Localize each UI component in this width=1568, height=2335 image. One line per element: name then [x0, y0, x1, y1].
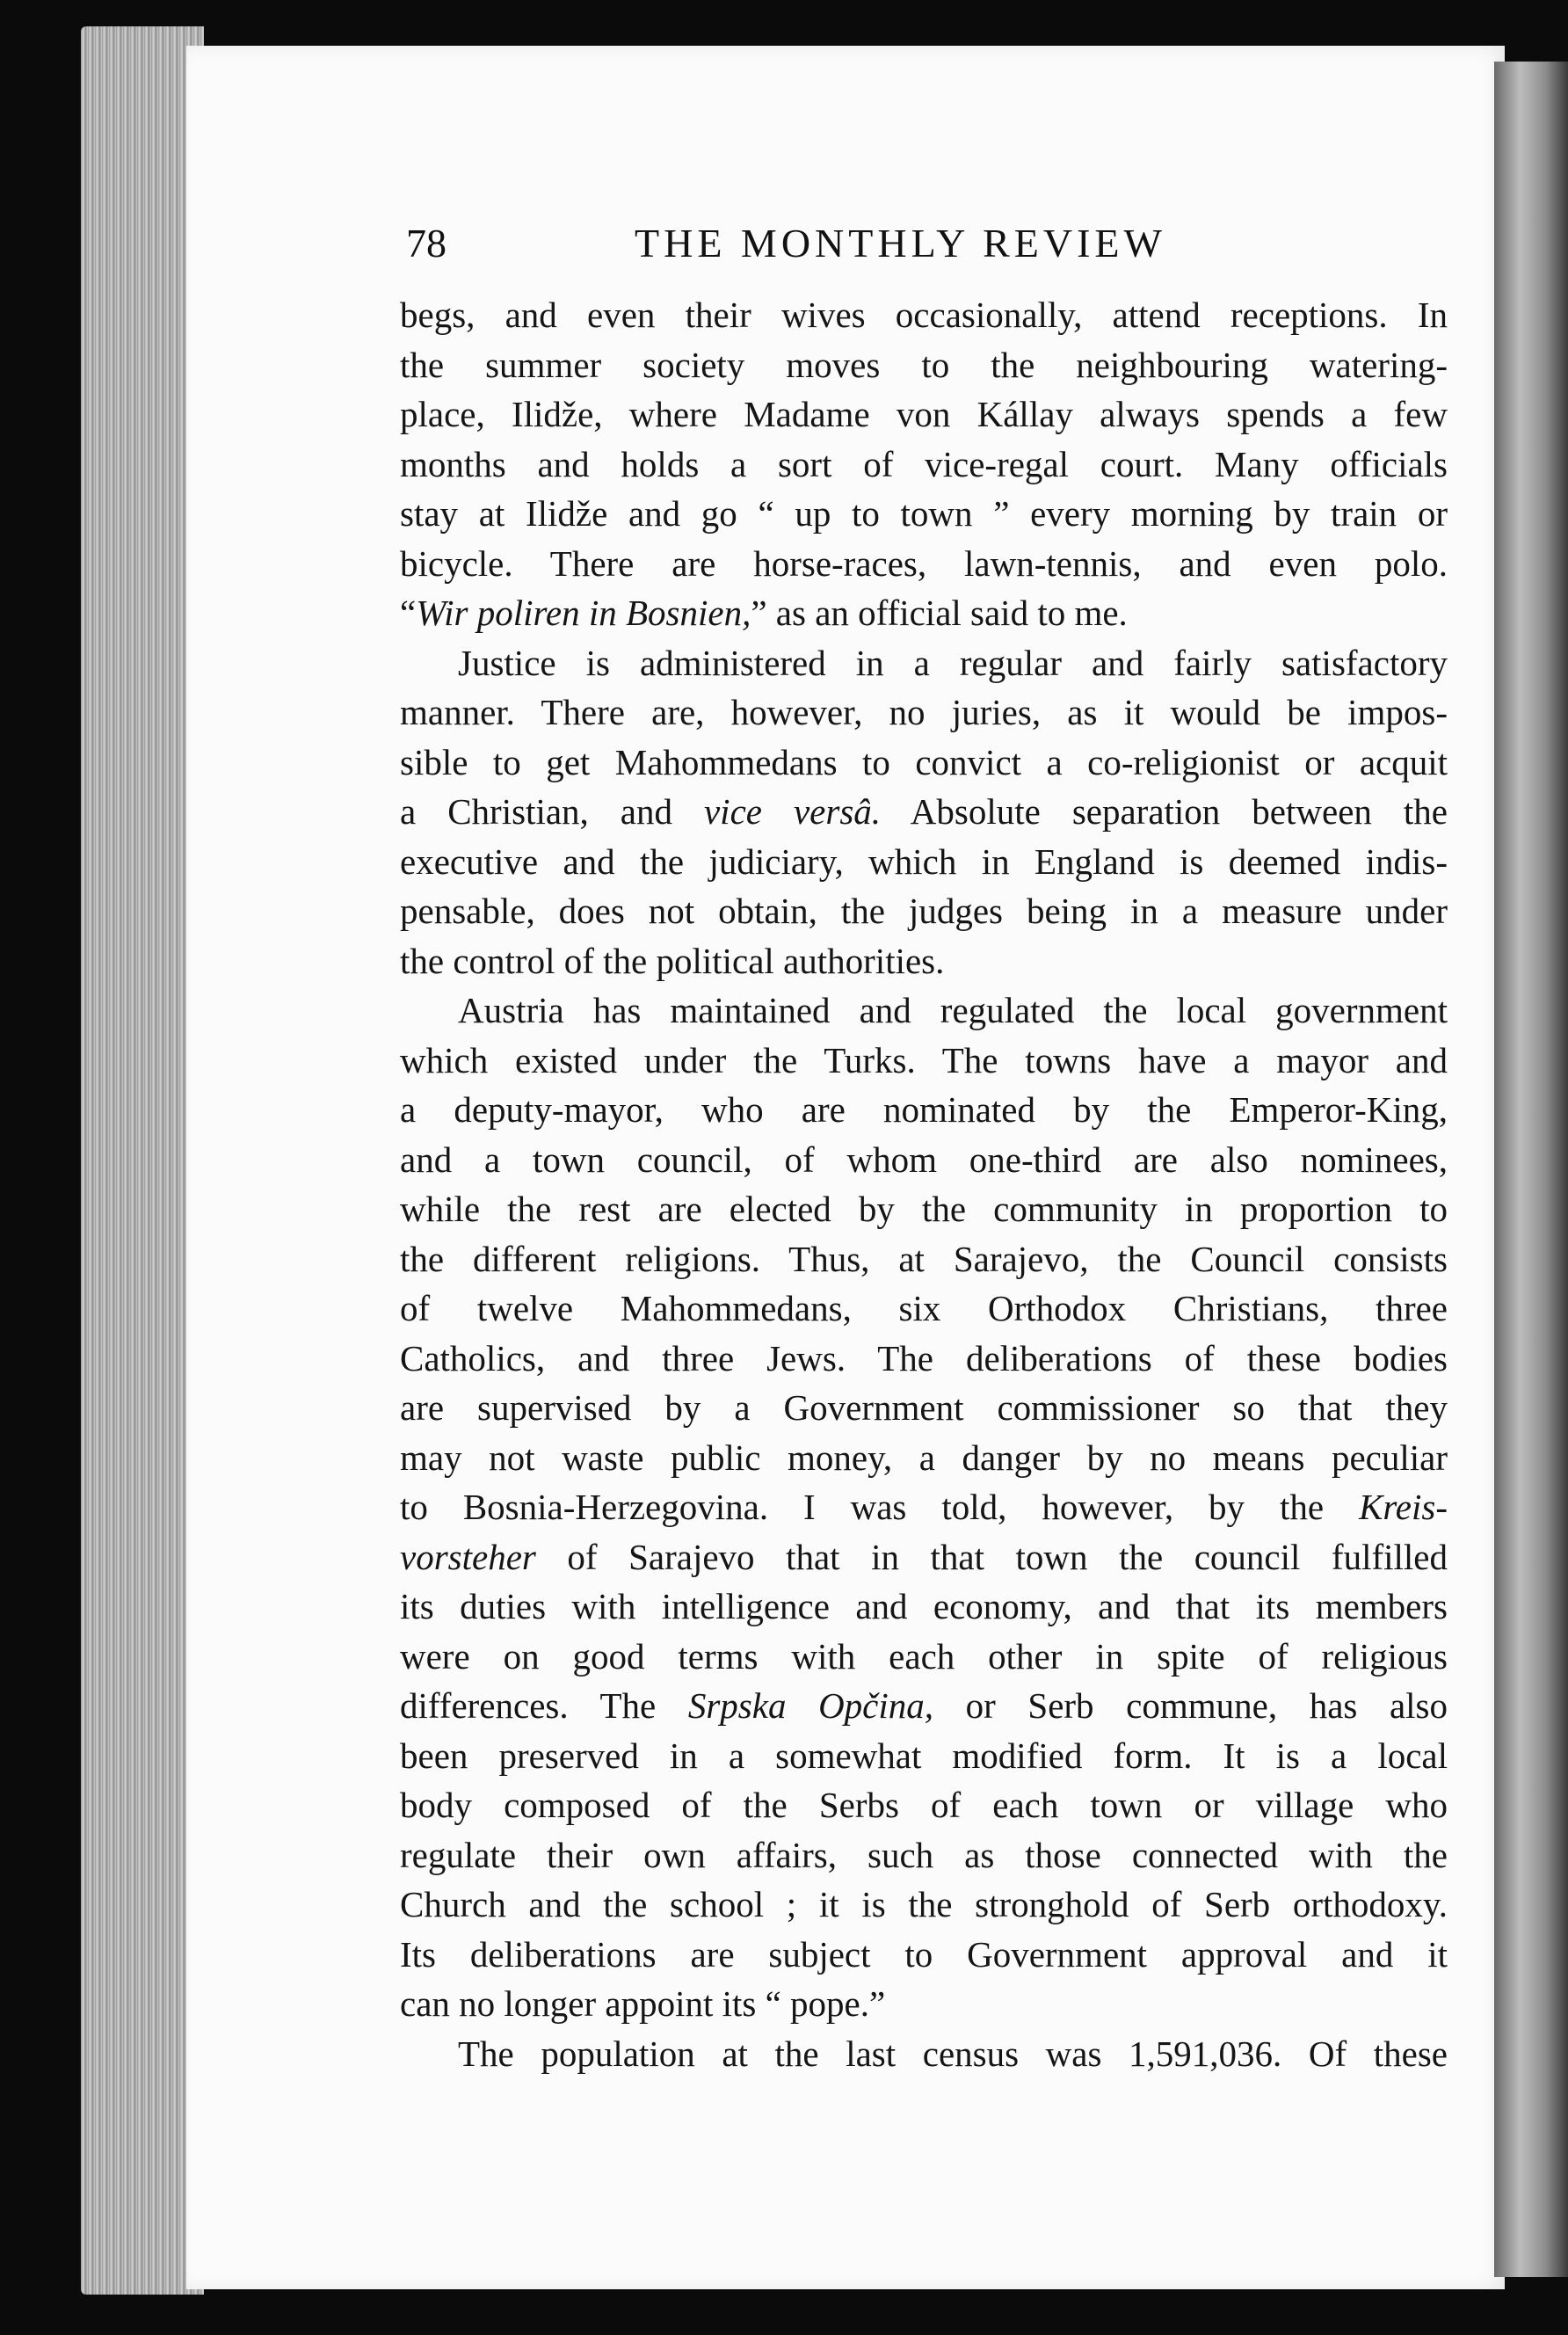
- text-line: of twelve Mahommedans, six Orthodox Christians, three: [400, 1288, 1448, 1328]
- text-line: been preserved in a somewhat modified form. It is a local: [400, 1735, 1448, 1776]
- text-line: may not waste public money, a danger by no means peculiar: [400, 1437, 1448, 1478]
- paragraph-3: [400, 986, 1448, 2029]
- text-line: manner. There are, however, no juries, as it would be impos-: [400, 692, 1448, 732]
- text-line: place, Ilidže, where Madame von Kállay always spends a few: [400, 394, 1448, 434]
- text-line: regulate their own affairs, such as those connected with the: [400, 1834, 1448, 1875]
- text-line: while the rest are elected by the community in proportion to: [400, 1189, 1448, 1229]
- quote-open: “: [400, 593, 417, 633]
- text-line: sible to get Mahommedans to convict a co-religionist or acquit: [400, 741, 1448, 782]
- italic-word: Kreis-: [1359, 1487, 1448, 1527]
- paragraph-2: [400, 638, 1448, 986]
- text-line: bicycle. There are horse-races, lawn-tennis, and even polo.: [400, 542, 1448, 584]
- quote-rest: ” as an official said to me.: [751, 593, 1128, 633]
- text-line: are supervised by a Government commissioner so that they: [400, 1387, 1448, 1428]
- text-line: [400, 787, 1448, 837]
- text-run: of Sarajevo that in that town the council fulfilled: [535, 1536, 1448, 1577]
- text-line: executive and the judiciary, which in England is deemed indis-: [400, 840, 1448, 882]
- text-run: Absolute separation between the: [881, 791, 1448, 832]
- italic-word: vorsteher: [400, 1536, 536, 1577]
- text-line: The population at the last census was 1,591,036. Of these: [458, 2033, 1448, 2074]
- text-line: [400, 588, 1448, 638]
- text-line: [400, 1532, 1448, 1582]
- text-line: a deputy-mayor, who are nominated by the Emperor-King,: [400, 1089, 1448, 1130]
- text-line: body composed of the Serbs of each town or village who: [400, 1785, 1448, 1825]
- text-line: Justice is administered in a regular and fairly satisfactory: [458, 642, 1448, 683]
- text-line: the summer society moves to the neighbouring watering-: [400, 344, 1448, 385]
- text-line: [400, 1482, 1448, 1532]
- text-line: were on good terms with each other in spite of religious: [400, 1635, 1448, 1677]
- italic-phrase: Srpska Opčina,: [687, 1685, 934, 1726]
- text-run: differences. The: [400, 1685, 688, 1726]
- italic-quote: Wir poliren in Bosnien,: [416, 593, 751, 633]
- running-head: [406, 220, 1443, 273]
- page-number: 78: [406, 221, 446, 266]
- text-line: pensable, does not obtain, the judges being in a measure under: [400, 891, 1448, 931]
- text-line: [400, 1681, 1448, 1731]
- text-line: Austria has maintained and regulated the local government: [458, 990, 1448, 1030]
- text-line: stay at Ilidže and go “ up to town ” every morning by train or: [400, 493, 1448, 534]
- text-line: begs, and even their wives occasionally, attend receptions. In: [400, 295, 1448, 335]
- text-line: Church and the school ; it is the stronghold of Serb orthodoxy.: [400, 1884, 1448, 1924]
- text-line: months and holds a sort of vice-regal court. Many officials: [400, 443, 1448, 484]
- text-line: Catholics, and three Jews. The deliberations of these bodies: [400, 1337, 1448, 1378]
- text-line: and a town council, of whom one-third are also nominees,: [400, 1138, 1448, 1180]
- text-line: Its deliberations are subject to Government approval and it: [400, 1933, 1448, 1975]
- text-line: can no longer appoint its “ pope.”: [400, 1983, 886, 2024]
- text-run: a Christian, and: [400, 791, 704, 832]
- text-line: its duties with intelligence and economy, and that its members: [400, 1586, 1448, 1626]
- text-run: or Serb commune, has also: [933, 1685, 1448, 1726]
- facing-page-edge: [1494, 62, 1568, 2277]
- body-text: [400, 290, 1448, 2078]
- page-edges: [81, 26, 204, 2295]
- text-line: which existed under the Turks. The towns have a mayor and: [400, 1039, 1448, 1080]
- paragraph-4: [400, 2029, 1448, 2079]
- text-line: the different religions. Thus, at Sarajevo, the Council consists: [400, 1238, 1448, 1279]
- journal-title: THE MONTHLY REVIEW: [635, 221, 1166, 266]
- text-run: to Bosnia-Herzegovina. I was told, however, by the: [400, 1487, 1360, 1527]
- paragraph-1: [400, 290, 1448, 638]
- italic-phrase: vice versâ.: [703, 791, 882, 832]
- text-line: the control of the political authorities.: [400, 940, 945, 981]
